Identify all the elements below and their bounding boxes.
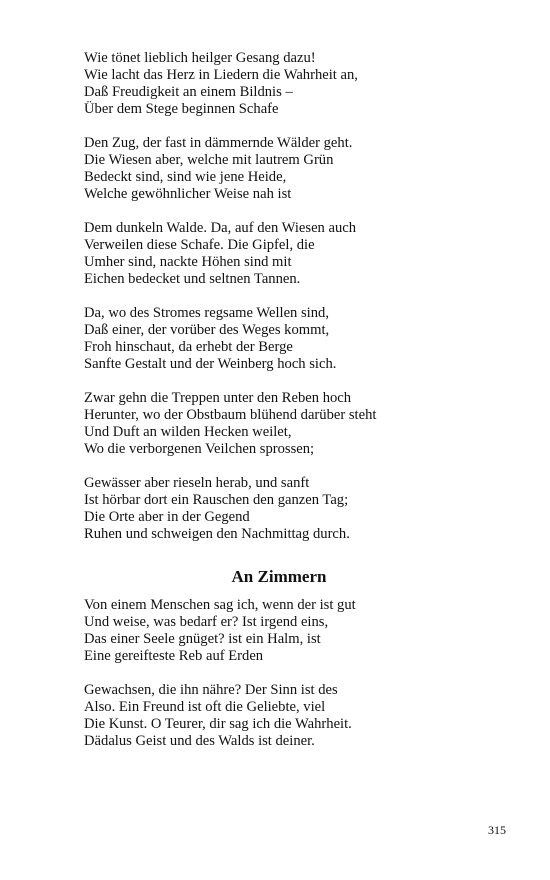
verse-line: Ruhen und schweigen den Nachmittag durch. — [84, 526, 350, 542]
stanza — [84, 390, 504, 458]
verse-line: Wie tönet lieblich heilger Gesang dazu! — [84, 50, 316, 66]
verse-line: Wie lacht das Herz in Liedern die Wahrheit an, — [84, 67, 358, 83]
verse-line: Ist hörbar dort ein Rauschen den ganzen Tag; — [84, 492, 349, 508]
verse-line: Die Wiesen aber, welche mit lautrem Grün — [84, 152, 334, 168]
verse-line: Über dem Stege beginnen Schafe — [84, 101, 279, 117]
verse-line: Welche gewöhnlicher Weise nah ist — [84, 186, 292, 202]
stanza — [84, 682, 504, 750]
poem-an-zimmern — [84, 597, 504, 750]
verse-line: Verweilen diese Schafe. Die Gipfel, die — [84, 237, 315, 253]
stanza — [84, 475, 504, 543]
verse-line: Sanfte Gestalt und der Weinberg hoch sich. — [84, 356, 337, 372]
verse-line: Von einem Menschen sag ich, wenn der ist gut — [84, 597, 356, 613]
verse-line: Daß Freudigkeit an einem Bildnis – — [84, 84, 293, 100]
verse-line: Gewässer aber rieseln herab, und sanft — [84, 475, 310, 491]
verse-line: Eine gereifteste Reb auf Erden — [84, 648, 264, 664]
book-page — [84, 50, 504, 767]
poem-title: An Zimmern — [231, 567, 327, 586]
stanza — [84, 597, 504, 665]
verse-line: Das einer Seele gnüget? ist ein Halm, ist — [84, 631, 321, 647]
stanza — [84, 50, 504, 118]
verse-line: Die Kunst. O Teurer, dir sag ich die Wahrheit. — [84, 716, 352, 732]
verse-line: Da, wo des Stromes regsame Wellen sind, — [84, 305, 329, 321]
stanza — [84, 220, 504, 288]
verse-line: Herunter, wo der Obstbaum blühend darüber steht — [84, 407, 377, 423]
verse-line: Dädalus Geist und des Walds ist deiner. — [84, 733, 315, 749]
verse-line: Also. Ein Freund ist oft die Geliebte, viel — [84, 699, 326, 715]
verse-line: Und weise, was bedarf er? Ist irgend eins, — [84, 614, 329, 630]
verse-line: Umher sind, nackte Höhen sind mit — [84, 254, 292, 270]
verse-line: Zwar gehn die Treppen unter den Reben hoch — [84, 390, 352, 406]
page-number: 315 — [488, 823, 506, 837]
verse-line: Eichen bedecket und seltnen Tannen. — [84, 271, 301, 287]
verse-line: Wo die verborgenen Veilchen sprossen; — [84, 441, 315, 457]
verse-line: Die Orte aber in der Gegend — [84, 509, 250, 525]
verse-line: Und Duft an wilden Hecken weilet, — [84, 424, 292, 440]
verse-line: Den Zug, der fast in dämmernde Wälder geht. — [84, 135, 353, 151]
verse-line: Bedeckt sind, sind wie jene Heide, — [84, 169, 287, 185]
verse-line: Froh hinschaut, da erhebt der Berge — [84, 339, 293, 355]
poem-continued — [84, 50, 504, 543]
verse-line: Daß einer, der vorüber des Weges kommt, — [84, 322, 330, 338]
verse-line: Gewachsen, die ihn nähre? Der Sinn ist des — [84, 682, 338, 698]
stanza — [84, 135, 504, 203]
stanza — [84, 305, 504, 373]
verse-line: Dem dunkeln Walde. Da, auf den Wiesen auch — [84, 220, 357, 236]
